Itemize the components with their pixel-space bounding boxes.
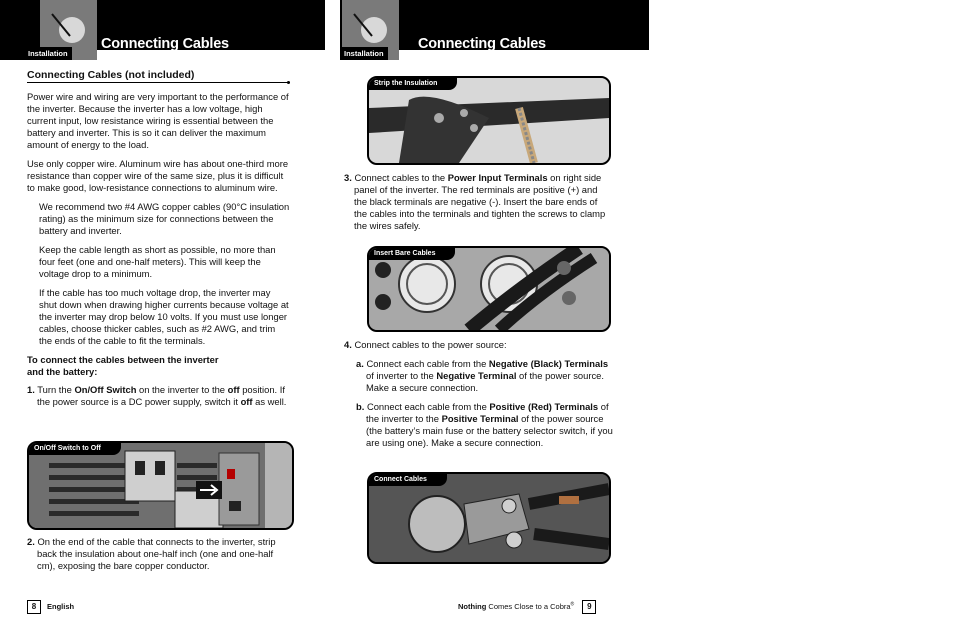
left-body-lower	[27, 536, 290, 579]
indented-paragraph: We recommend two #4 AWG copper cables (90°C insulation rating) as the minimum size for connections between the battery and inverter.	[39, 201, 290, 236]
registered-mark: ®	[570, 601, 575, 608]
step-number: 3.	[344, 172, 352, 183]
right-body-upper	[344, 172, 612, 239]
step-2: 2. On the end of the cable that connects to the inverter, strip back the insulation about one-half inch (one and one-half cm), exposing the bare copper conductor.	[27, 536, 276, 571]
wrench-icon	[350, 10, 390, 50]
right-body-lower	[344, 339, 616, 456]
paragraph: Power wire and wiring are very important to the performance of the inverter. Because the inverter has a low voltage, high current input, low resistance wiring is essential between the battery and inverter. This is so it can deliver the maximum amount of energy to the load.	[27, 91, 289, 150]
indented-paragraph: If the cable has too much voltage drop, the inverter may shut down when drawing higher currents because voltage at the inverter may drop below 10 volts. If you must use longer cables, choose thicker cables, such as #2 AWG, and trim the ends of the cable to fit the terminals.	[39, 287, 289, 346]
procedure-heading-line: To connect the cables between the inverter	[27, 354, 219, 365]
step-number: 1.	[27, 384, 35, 395]
step-4b: b. Connect each cable from the Positive (Red) Terminals of the inverter to the Positive Terminal of the power source (the battery’s main fuse or the battery selector switch, if you are using one). Make a secure connection.	[356, 401, 613, 448]
section-tab	[342, 0, 399, 60]
page-footer	[27, 600, 74, 614]
section-tab-label: Installation	[0, 47, 72, 60]
step-3: 3. Connect cables to the Power Input Terminals on right side panel of the inverter. The red terminals are positive (+) and the black terminals are negative (-). Insert the bare ends of the cables into the terminals and tighten the screws to clamp the wires safely.	[344, 172, 606, 231]
photo-caption: Connect Cables	[368, 473, 447, 486]
right-page	[340, 0, 650, 636]
step-4: 4. Connect cables to the power source:	[344, 339, 507, 350]
left-body	[27, 69, 290, 415]
substep-letter: a.	[356, 358, 364, 369]
section-tab	[28, 0, 97, 60]
paragraph: Use only copper wire. Aluminum wire has about one-third more resistance than copper wire of the same size, plus it is difficult to make good, low-resistance connections to aluminum wire.	[27, 158, 289, 193]
photo-insert-bare-cables	[367, 246, 611, 332]
footer-slogan-bold: Nothing	[458, 602, 487, 611]
section-tab-label: Installation	[340, 47, 388, 60]
battery-terminal-illustration	[369, 474, 609, 562]
page-title: Connecting Cables	[101, 36, 229, 52]
indented-paragraph: Keep the cable length as short as possible, no more than four feet (one and one-half meters). This will keep the voltage drop to a minimum.	[39, 244, 276, 279]
step-1: 1. Turn the On/Off Switch on the inverter to the off position. If the power source is a DC power supply, switch it off as well.	[27, 384, 287, 407]
substep-letter: b.	[356, 401, 365, 412]
terminals-fans-illustration	[369, 248, 609, 330]
inverter-panel-illustration	[29, 443, 292, 528]
photo-caption: On/Off Switch to Off	[28, 442, 121, 455]
wrench-icon	[48, 10, 88, 50]
photo-strip-insulation	[367, 76, 611, 165]
photo-caption: Strip the Insulation	[368, 77, 457, 90]
page-title: Connecting Cables	[418, 36, 546, 52]
step-number: 4.	[344, 339, 352, 350]
step-4a: a. Connect each cable from the Negative (Black) Terminals of inverter to the Negative Terminal of the power source. Make a secure connection.	[356, 358, 609, 393]
page-number: 8	[27, 600, 41, 614]
page-number: 9	[582, 600, 596, 614]
procedure-heading-line: and the battery:	[27, 366, 98, 377]
footer-slogan: Comes Close to a Cobra	[486, 602, 571, 611]
left-page	[0, 0, 325, 636]
subheading: Connecting Cables (not included)	[27, 69, 290, 83]
step-number: 2.	[27, 536, 35, 547]
photo-on-off-switch	[27, 441, 294, 530]
footer-language: English	[47, 602, 75, 611]
procedure-heading	[27, 354, 290, 378]
photo-caption: Insert Bare Cables	[368, 247, 455, 260]
photo-connect-cables	[367, 472, 611, 564]
wire-stripper-illustration	[369, 78, 609, 163]
page-footer	[458, 600, 596, 614]
